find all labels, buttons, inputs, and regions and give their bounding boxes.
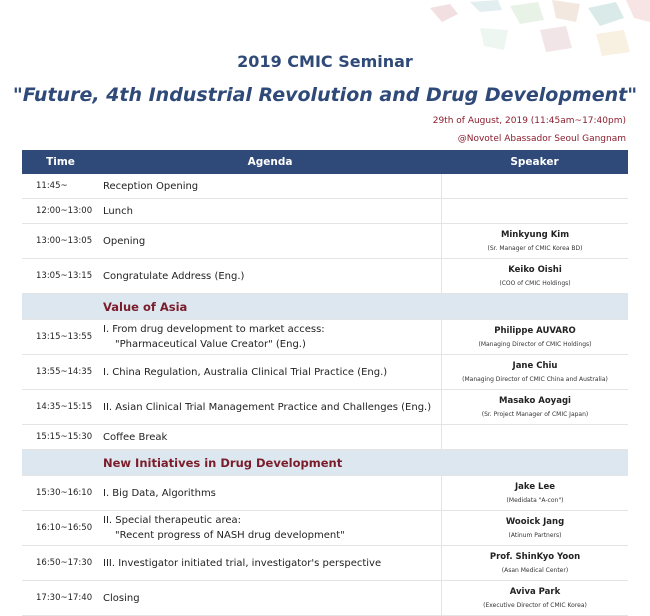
- table-row: [22, 546, 628, 581]
- row-speaker: [441, 199, 628, 223]
- speaker-name: Masako Aoyagi: [499, 396, 571, 406]
- speaker-role: (Medidata "A-con"): [506, 497, 564, 504]
- row-speaker: [441, 320, 628, 354]
- speaker-name: Keiko Oishi: [508, 265, 562, 275]
- row-speaker: [441, 581, 628, 615]
- row-speaker: [441, 390, 628, 424]
- agenda-table: [22, 150, 628, 616]
- speaker-role: (Sr. Project Manager of CMIC Japan): [481, 411, 589, 418]
- row-time: 15:30~16:10: [36, 488, 93, 498]
- speaker-role: (Executive Director of CMIC Korea): [483, 602, 587, 609]
- table-row: [22, 259, 628, 294]
- row-agenda: Lunch: [103, 205, 133, 217]
- row-agenda: Reception Opening: [103, 180, 199, 192]
- row-time: 14:35~15:15: [36, 402, 93, 412]
- speaker-name: Minkyung Kim: [500, 230, 570, 240]
- event-venue: @Novotel Abassador Seoul Gangnam: [457, 134, 626, 144]
- row-agenda: I. Big Data, Algorithms: [103, 487, 216, 499]
- row-time: 17:30~17:40: [36, 593, 93, 603]
- row-speaker: [441, 546, 628, 580]
- table-row: [22, 581, 628, 616]
- row-speaker: [441, 511, 628, 545]
- row-speaker: [441, 425, 628, 449]
- speaker-name: Philippe AUVARO: [494, 326, 576, 336]
- row-agenda: Opening: [103, 235, 146, 247]
- decorative-glass-pieces: [420, 0, 650, 60]
- row-agenda: I. From drug development to market access: "Pharmaceutical Value Creator" (Eng.): [103, 324, 325, 350]
- row-speaker: [441, 476, 628, 510]
- speaker-role: (Atinum Partners): [508, 532, 562, 539]
- row-speaker: [441, 259, 628, 293]
- row-agenda: I. China Regulation, Australia Clinical Trial Practice (Eng.): [103, 366, 388, 378]
- section-header: [22, 450, 628, 476]
- speaker-role: (Asan Medical Center): [501, 567, 569, 574]
- row-time: 11:45~: [36, 181, 68, 191]
- table-row: [22, 174, 628, 199]
- speaker-role: (Sr. Manager of CMIC Korea BD): [487, 245, 583, 252]
- row-speaker: [441, 224, 628, 258]
- speaker-name: Prof. ShinKyo Yoon: [489, 552, 581, 562]
- row-speaker: [441, 174, 628, 198]
- row-time: 13:55~14:35: [36, 367, 93, 377]
- row-speaker: [441, 355, 628, 389]
- row-agenda: Coffee Break: [103, 431, 168, 443]
- table-header: [22, 150, 628, 174]
- row-agenda: II. Special therapeutic area: "Recent progress of NASH drug development": [103, 515, 345, 541]
- column-header-speaker: Speaker: [510, 156, 559, 168]
- speaker-role: (COO of CMIC Holdings): [499, 280, 571, 287]
- table-row: [22, 476, 628, 511]
- speaker-name: Jane Chiu: [512, 361, 558, 371]
- speaker-role: (Managing Director of CMIC Holdings): [478, 341, 592, 348]
- row-time: 13:05~13:15: [36, 271, 93, 281]
- row-agenda: Closing: [103, 592, 140, 604]
- event-date: 29th of August, 2019 (11:45am~17:40pm): [432, 116, 626, 126]
- seminar-title: 2019 CMIC Seminar: [237, 52, 413, 71]
- row-time: 13:15~13:55: [36, 332, 93, 342]
- row-time: 13:00~13:05: [36, 236, 93, 246]
- section-header: [22, 294, 628, 320]
- row-time: 15:15~15:30: [36, 432, 93, 442]
- table-row: [22, 199, 628, 224]
- row-agenda: II. Asian Clinical Trial Management Practice and Challenges (Eng.): [103, 401, 432, 413]
- seminar-subtitle: "Future, 4th Industrial Revolution and Drug Development": [12, 84, 638, 106]
- row-agenda: III. Investigator initiated trial, investigator's perspective: [103, 557, 382, 569]
- row-time: 16:10~16:50: [36, 523, 93, 533]
- table-row: [22, 320, 628, 355]
- table-row: [22, 224, 628, 259]
- speaker-role: (Managing Director of CMIC China and Australia): [462, 376, 608, 383]
- table-row: [22, 355, 628, 390]
- table-row: [22, 390, 628, 425]
- section-label-value-of-asia: Value of Asia: [103, 299, 188, 314]
- row-agenda: Congratulate Address (Eng.): [103, 270, 245, 282]
- section-label-new-initiatives: New Initiatives in Drug Development: [103, 455, 343, 470]
- table-row: [22, 425, 628, 450]
- column-header-agenda: Agenda: [247, 156, 293, 168]
- table-row: [22, 511, 628, 546]
- speaker-name: Wooick Jang: [505, 517, 565, 527]
- row-time: 12:00~13:00: [36, 206, 93, 216]
- speaker-name: Jake Lee: [515, 482, 555, 492]
- speaker-name: Aviva Park: [509, 587, 561, 597]
- row-time: 16:50~17:30: [36, 558, 93, 568]
- column-header-time: Time: [46, 156, 75, 168]
